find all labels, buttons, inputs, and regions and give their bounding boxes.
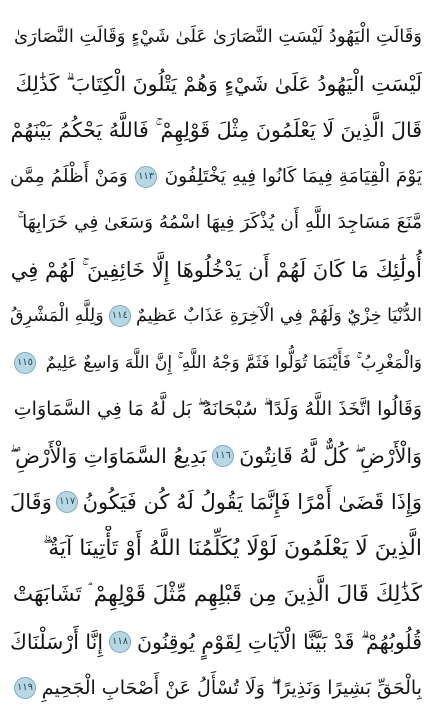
ayah-number-marker: ١١٧	[56, 491, 78, 513]
ayah-number-marker: ١١٤	[109, 305, 131, 327]
ayah-number-marker: ١١٣	[135, 166, 157, 188]
text-line	[10, 665, 422, 712]
verse-text: الَّذِينَ لَا يَعْلَمُونَ لَوْلَا يُكَلِّمُنَا اللَّهُ أَوْ تَأْتِينَا آيَةٌ ۗ	[42, 535, 422, 561]
ayah-number-marker: ١١٩	[14, 677, 36, 699]
text-line	[10, 340, 422, 387]
verse-text: كَذَٰلِكَ قَالَ الَّذِينَ مِن قَبْلِهِم مِّثْلَ قَوْلِهِمْ ۘ تَشَابَهَتْ	[12, 582, 422, 607]
verse-text: بَدِيعُ السَّمَاوَاتِ وَالْأَرْضِ ۖ	[10, 443, 207, 468]
text-line	[10, 572, 422, 619]
text-line	[10, 61, 422, 108]
verse-text: قَالَ الَّذِينَ لَا يَعْلَمُونَ مِثْلَ قَوْلِهِمْ ۚ فَاللَّهُ يَحْكُمُ بَيْنَهُمْ	[10, 118, 422, 142]
text-line	[10, 526, 422, 573]
text-line	[10, 619, 422, 666]
verse-text: إِنَّا أَرْسَلْنَاكَ	[10, 629, 104, 654]
ayah-number-marker: ١١٨	[109, 631, 131, 653]
ayah-number-marker: ١١٥	[14, 352, 36, 374]
verse-text: وَإِذَا قَضَىٰ أَمْرًا فَإِنَّمَا يَقُولُ لَهُ كُن فَيَكُونُ	[82, 490, 422, 514]
text-line	[10, 479, 422, 526]
verse-text: بِالْحَقِّ بَشِيرًا وَنَذِيرًا ۖ وَلَا تُسْأَلُ عَنْ أَصْحَابِ الْجَحِيمِ	[41, 677, 422, 699]
verse-text: مَّنَعَ مَسَاجِدَ اللَّهِ أَن يُذْكَرَ فِيهَا اسْمُهُ وَسَعَىٰ فِي خَرَابِهَا ۚ	[17, 212, 422, 233]
verse-text: وَمَنْ أَظْلَمُ مِمَّن	[10, 165, 128, 187]
verse-text: أُولَٰئِكَ مَا كَانَ لَهُمْ أَن يَدْخُلُوهَا إِلَّا خَائِفِينَ ۚ لَهُمْ فِي	[10, 257, 422, 282]
text-line	[10, 200, 422, 247]
verse-text: وَلِلَّهِ الْمَشْرِقُ	[10, 306, 104, 326]
verse-text: وَالْمَغْرِبُ ۚ فَأَيْنَمَا تُوَلُّوا فَثَمَّ وَجْهُ اللَّهِ ۚ إِنَّ اللَّهَ وَاسِعٌ عَلِيمٌ	[45, 352, 422, 373]
text-line	[10, 107, 422, 154]
text-line	[10, 433, 422, 480]
verse-text: وَقَالَتِ الْيَهُودُ لَيْسَتِ النَّصَارَىٰ عَلَىٰ شَيْءٍ وَقَالَتِ النَّصَارَىٰ	[14, 26, 422, 47]
text-line	[10, 14, 422, 61]
text-line	[10, 293, 422, 340]
verse-text: وَالْأَرْضِ ۖ كُلٌّ لَّهُ قَانِتُونَ	[239, 443, 422, 468]
verse-text: وَقَالُوا اتَّخَذَ اللَّهُ وَلَدًا ۗ سُبْحَانَهُ ۖ بَل لَّهُ مَا فِي السَّمَاوَاتِ	[13, 398, 422, 420]
verse-text: لَيْسَتِ الْيَهُودُ عَلَىٰ شَيْءٍ وَهُمْ يَتْلُونَ الْكِتَابَ ۗ كَذَٰلِكَ	[15, 71, 422, 96]
text-line	[10, 247, 422, 294]
text-line	[10, 386, 422, 433]
verse-text: الدُّنْيَا خِزْيٌ وَلَهُمْ فِي الْآخِرَةِ عَذَابٌ عَظِيمٌ	[135, 306, 422, 326]
verse-text: قُلُوبُهُمْ ۗ قَدْ بَيَّنَّا الْآيَاتِ لِقَوْمٍ يُوقِنُونَ	[136, 629, 422, 654]
text-line	[10, 154, 422, 201]
ayah-number-marker: ١١٦	[212, 445, 234, 467]
verse-text: وَقَالَ	[10, 490, 52, 514]
verse-text: يَوْمَ الْقِيَامَةِ فِيمَا كَانُوا فِيهِ يَخْتَلِفُونَ	[164, 165, 422, 187]
